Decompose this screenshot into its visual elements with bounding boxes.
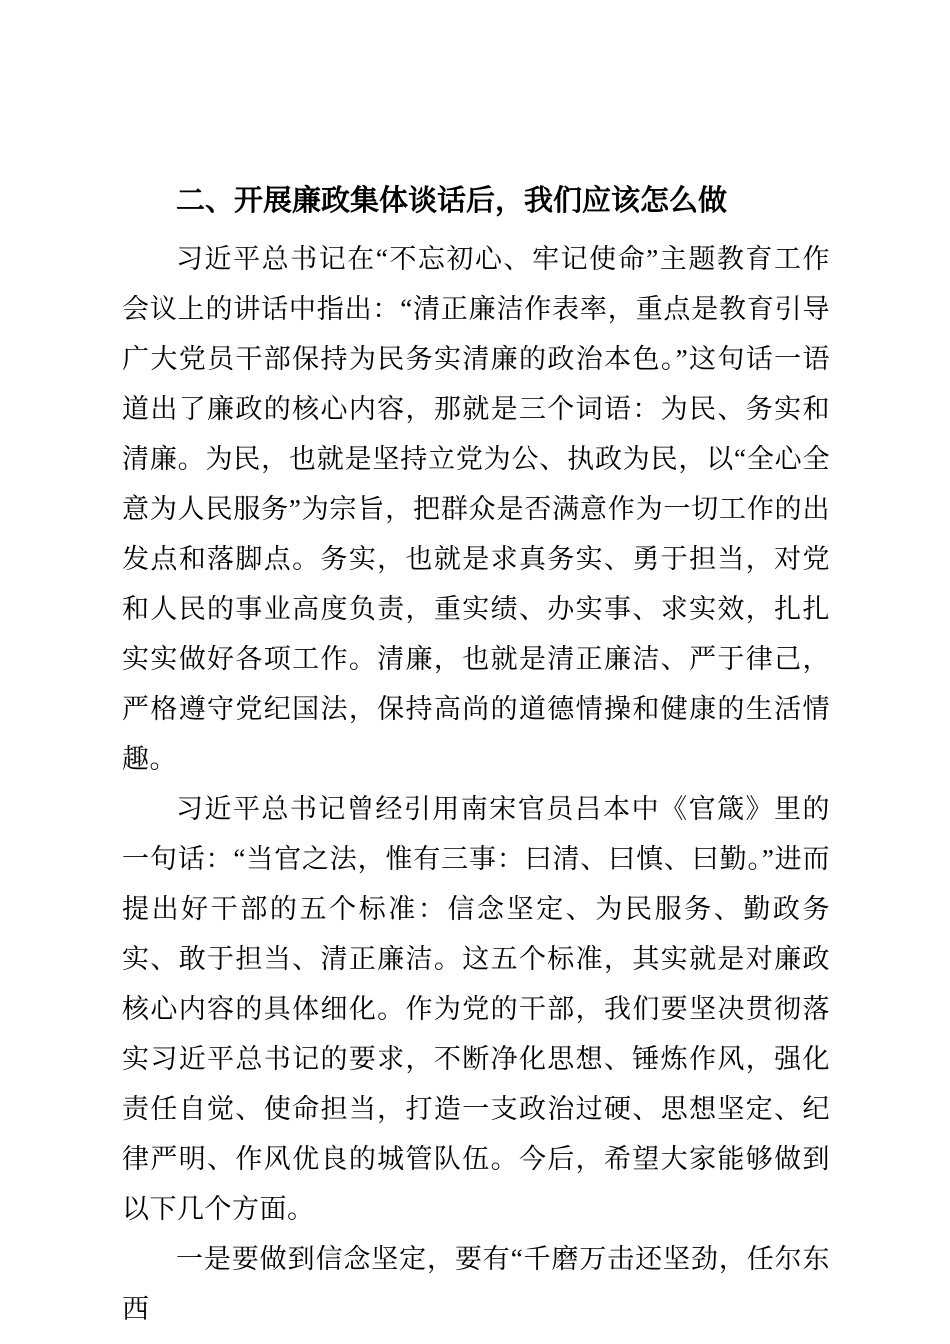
- paragraph-five-standards: 习近平总书记曾经引用南宋官员吕本中《官箴》里的一句话：“当官之法，惟有三事：曰清、曰慎、曰勤。”进而提出好干部的五个标准：信念坚定、为民服务、勤政务实、敢于担当、清正廉洁。这五个标准，其实就是对廉政核心内容的具体细化。作为党的干部，我们要坚决贯彻落实习近平总书记的要求，不断净化思想、锤炼作风，强化责任自觉、使命担当，打造一支政治过硬、思想坚定、纪律严明、作风优良的城管队伍。今后，希望大家能够做到以下几个方面。: [122, 794, 830, 1224]
- paragraph-first-point-partial: 一是要做到信念坚定，要有“千磨万击还坚劲，任尔东西: [122, 1244, 830, 1324]
- paragraph-core-content: 习近平总书记在“不忘初心、牢记使命”主题教育工作会议上的讲话中指出：“清正廉洁作表率，重点是教育引导广大党员干部保持为民务实清廉的政治本色。”这句话一语道出了廉政的核心内容，那就是三个词语：为民、务实和清廉。为民，也就是坚持立党为公、执政为民，以“全心全意为人民服务”为宗旨，把群众是否满意作为一切工作的出发点和落脚点。务实，也就是求真务实、勇于担当，对党和人民的事业高度负责，重实绩、办实事、求实效，扎扎实实做好各项工作。清廉，也就是清正廉洁、严于律己，严格遵守党纪国法，保持高尚的道德情操和健康的生活情趣。: [122, 244, 830, 774]
- section-heading: 二、开展廉政集体谈话后，我们应该怎么做: [176, 185, 728, 217]
- document-content: [122, 176, 830, 1334]
